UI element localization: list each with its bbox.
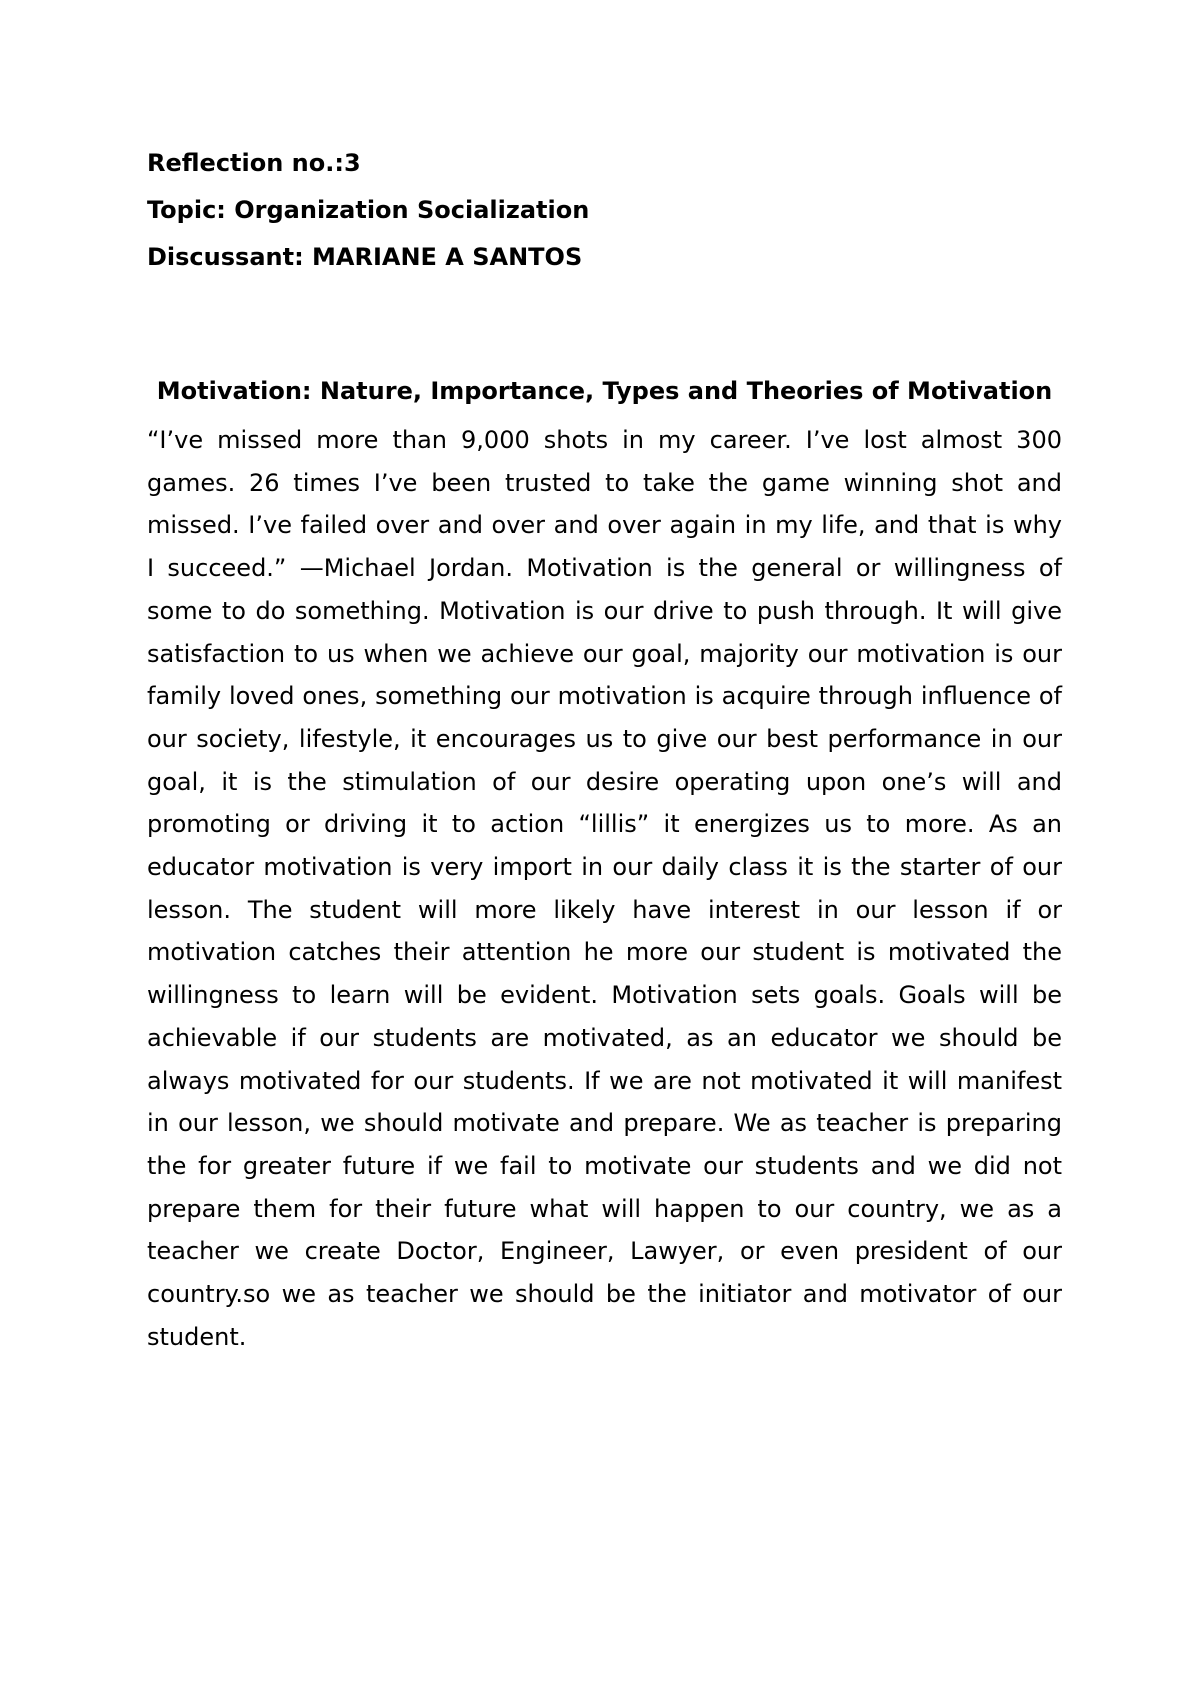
body-paragraph: “I’ve missed more than 9,000 shots in my career. I’ve lost almost 300 games. 26 times I’ve been trusted to take the game winning shot and missed. I’ve failed over and over and over again in my life, and that is why I succeed.” —Michael Jordan. Motivation is the general or willingness of some to do something. Motivation is our drive to push through. It will give satisfaction to us when we achieve our goal, majority our motivation is our family loved ones, something our motivation is acquire through influence of our society, lifestyle, it encourages us to give our best performance in our goal, it is the stimulation of our desire operating upon one’s will and promoting or driving it to action “lillis” it energizes us to more. As an educator motivation is very import in our daily class it is the starter of our lesson. The student will more likely have interest in our lesson if or motivation catches their attention he more our student is motivated the willingness to learn will be evident. Motivation sets goals. Goals will be achievable if our students are motivated, as an educator we should be always motivated for our students. If we are not motivated it will manifest in our lesson, we should motivate and prepare. We as teacher is preparing the for greater future if we fail to motivate our students and we did not prepare them for their future what will happen to our country, we as a teacher we create Doctor, Engineer, Lawyer, or even president of our country.so we as teacher we should be the initiator and motivator of our student. (147, 426, 1062, 1351)
topic-line: Topic: Organization Socialization (147, 196, 590, 224)
reflection-number: Reflection no.:3 (147, 149, 361, 177)
section-title: Motivation: Nature, Importance, Types and Theories of Motivation (156, 377, 1053, 405)
document-header (147, 140, 1077, 281)
discussant-line: Discussant: MARIANE A SANTOS (147, 243, 583, 271)
